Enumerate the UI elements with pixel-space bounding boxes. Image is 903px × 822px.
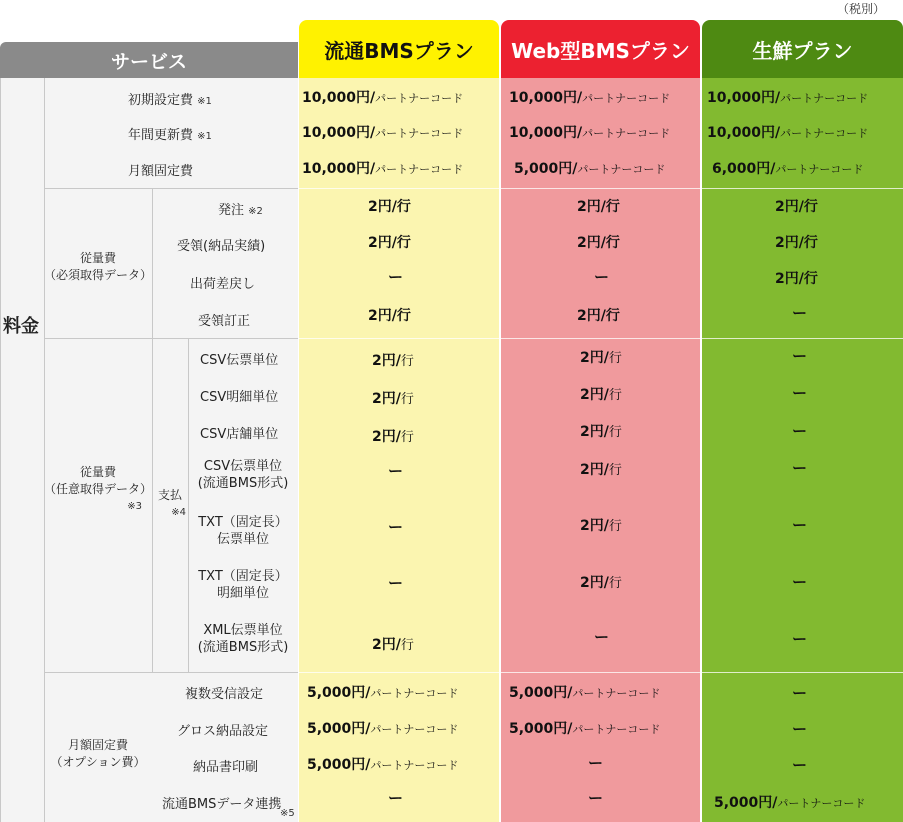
web-txt-slip-value: 2円/行 <box>580 518 622 534</box>
fresh-multi-receive-dash: ー <box>792 684 808 702</box>
bms-gross-value: 5,000円/パートナーコード <box>307 721 459 737</box>
bms-txt-slip-dash: ー <box>388 518 404 536</box>
fresh-csv-store-dash: ー <box>792 422 808 440</box>
web-txt-detail-value: 2円/行 <box>580 575 622 591</box>
grid-line <box>44 338 298 339</box>
bms-initial-value: 10,000円/パートナーコード <box>302 90 464 106</box>
section-divider <box>299 188 903 189</box>
bms-link-note: ※5 <box>280 808 295 819</box>
web-csv-detail-value: 2円/行 <box>580 387 622 403</box>
web-print-dash: ー <box>588 754 604 772</box>
bms-receive-value: 2円/行 <box>368 235 411 251</box>
multi-receive-label: 複数受信設定 <box>185 687 264 702</box>
plan-header-web-bms: Web型BMSプラン <box>501 20 700 78</box>
bms-order-value: 2円/行 <box>368 199 411 215</box>
fresh-ship-return-value: 2円/行 <box>775 271 818 287</box>
bms-annual-value: 10,000円/パートナーコード <box>302 125 464 141</box>
fresh-receive-value: 2円/行 <box>775 235 818 251</box>
csv-store-label: CSV店舗単位 <box>200 427 279 442</box>
volume-optional-label: 従量費 （任意取得データ） ※3 <box>44 465 153 512</box>
web-link-dash: ー <box>588 789 604 807</box>
column-bms <box>299 78 499 822</box>
order-label: 発注 ※2 <box>218 203 263 218</box>
web-initial-value: 10,000円/パートナーコード <box>509 90 671 106</box>
section-divider <box>299 672 903 673</box>
bms-print-value: 5,000円/パートナーコード <box>307 757 459 773</box>
fresh-order-value: 2円/行 <box>775 199 818 215</box>
ship-return-label: 出荷差戻し <box>190 277 256 292</box>
delivery-print-label: 納品書印刷 <box>193 760 259 775</box>
web-csv-store-value: 2円/行 <box>580 424 622 440</box>
bms-monthly-value: 10,000円/パートナーコード <box>302 161 464 177</box>
web-multi-receive-value: 5,000円/パートナーコード <box>509 685 661 701</box>
tax-note: （税別） <box>836 2 885 16</box>
monthly-fee-label: 月額固定費 <box>128 164 194 179</box>
bms-ship-return-dash: ー <box>388 268 404 286</box>
fresh-csv-slip-bms-dash: ー <box>792 459 808 477</box>
web-monthly-value: 5,000円/パートナーコード <box>514 161 666 177</box>
grid-line <box>44 188 298 189</box>
xml-slip-label: XML伝票単位 (流通BMS形式) <box>197 623 289 655</box>
grid-line <box>44 78 45 822</box>
initial-fee-label: 初期設定費 ※1 <box>128 93 212 108</box>
gross-delivery-label: グロス納品設定 <box>177 724 269 739</box>
column-fresh <box>702 78 903 822</box>
txt-detail-label: TXT（固定長） 明細単位 <box>198 569 288 601</box>
web-csv-slip-value: 2円/行 <box>580 350 622 366</box>
bms-csv-store-value: 2円/行 <box>372 429 414 445</box>
grid-line <box>44 672 298 673</box>
fresh-gross-dash: ー <box>792 720 808 738</box>
web-order-value: 2円/行 <box>577 199 620 215</box>
receive-fix-label: 受領訂正 <box>198 314 251 329</box>
plan-header-fresh: 生鮮プラン <box>702 20 903 78</box>
fresh-initial-value: 10,000円/パートナーコード <box>707 90 869 106</box>
csv-detail-label: CSV明細単位 <box>200 390 279 405</box>
bms-csv-detail-value: 2円/行 <box>372 391 414 407</box>
receive-label: 受領(納品実績) <box>177 239 266 254</box>
fresh-txt-slip-dash: ー <box>792 516 808 534</box>
volume-required-label: 従量費 （必須取得データ） <box>44 251 153 282</box>
section-divider <box>299 338 903 339</box>
annual-fee-label: 年間更新費 ※1 <box>128 128 212 143</box>
monthly-option-label: 月額固定費 （オプション費） <box>50 738 146 769</box>
fresh-print-dash: ー <box>792 756 808 774</box>
web-receive-value: 2円/行 <box>577 235 620 251</box>
web-xml-slip-dash: ー <box>594 628 610 646</box>
fresh-annual-value: 10,000円/パートナーコード <box>707 125 869 141</box>
plan-header-bms: 流通BMSプラン <box>299 20 499 78</box>
csv-slip-label: CSV伝票単位 <box>200 353 279 368</box>
bms-multi-receive-value: 5,000円/パートナーコード <box>307 685 459 701</box>
bms-txt-detail-dash: ー <box>388 574 404 592</box>
fresh-txt-detail-dash: ー <box>792 573 808 591</box>
fresh-receive-fix-dash: ー <box>792 304 808 322</box>
bms-link-label: 流通BMSデータ連携 <box>162 797 282 812</box>
fresh-monthly-value: 6,000円/パートナーコード <box>712 161 864 177</box>
txt-slip-label: TXT（固定長） 伝票単位 <box>198 515 288 547</box>
fresh-csv-slip-dash: ー <box>792 347 808 365</box>
bms-csv-slip-value: 2円/行 <box>372 353 414 369</box>
grid-line <box>152 188 153 672</box>
csv-slip-bms-label: CSV伝票単位 (流通BMS形式) <box>197 459 289 491</box>
web-receive-fix-value: 2円/行 <box>577 308 620 324</box>
bms-xml-slip-value: 2円/行 <box>372 637 414 653</box>
fee-label: 料金 <box>3 316 39 337</box>
bms-link-dash: ー <box>388 789 404 807</box>
web-ship-return-dash: ー <box>594 268 610 286</box>
fresh-xml-slip-dash: ー <box>792 630 808 648</box>
fresh-link-value: 5,000円/パートナーコード <box>714 795 866 811</box>
service-header: サービス <box>0 42 298 78</box>
payment-label: 支払 ※4 <box>157 488 186 518</box>
bms-csv-slip-bms-dash: ー <box>388 462 404 480</box>
grid-line <box>0 78 1 822</box>
column-web-bms <box>501 78 700 822</box>
web-csv-slip-bms-value: 2円/行 <box>580 462 622 478</box>
fresh-csv-detail-dash: ー <box>792 384 808 402</box>
bms-receive-fix-value: 2円/行 <box>368 308 411 324</box>
web-gross-value: 5,000円/パートナーコード <box>509 721 661 737</box>
web-annual-value: 10,000円/パートナーコード <box>509 125 671 141</box>
